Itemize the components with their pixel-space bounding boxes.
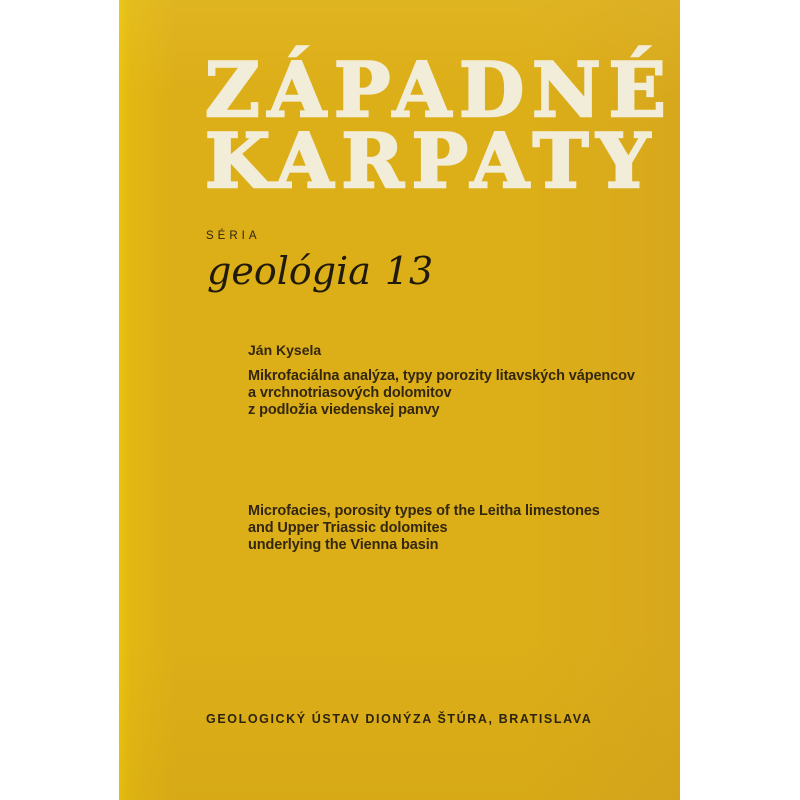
book-title-slovak-line2: a vrchnotriasových dolomitov [248, 385, 452, 401]
author-name: Ján Kysela [248, 342, 322, 358]
series-main-title-line2: KARPATY [205, 117, 659, 205]
book-cover [119, 0, 680, 800]
book-title-english-line2: and Upper Triassic dolomites [248, 520, 448, 536]
series-name [207, 249, 434, 293]
series-number: 13 [384, 249, 434, 293]
book-title-slovak-line1: Mikrofaciálna analýza, typy porozity litavských vápencov [248, 368, 635, 384]
book-title-english-line3: underlying the Vienna basin [248, 537, 439, 553]
book-title-english-line1: Microfacies, porosity types of the Leitha limestones [248, 503, 600, 519]
book-title-english [248, 503, 600, 554]
series-main-title-line1: ZÁPADNÉ [205, 46, 674, 134]
publisher-line: GEOLOGICKÝ ÚSTAV DIONÝZA ŠTÚRA, BRATISLAVA [206, 712, 593, 726]
series-name-text: geológia [207, 249, 371, 293]
series-label: SÉRIA [206, 230, 261, 242]
book-title-slovak-line3: z podložia viedenskej panvy [248, 402, 440, 418]
book-title-slovak [248, 368, 635, 419]
series-main-title [205, 46, 674, 205]
